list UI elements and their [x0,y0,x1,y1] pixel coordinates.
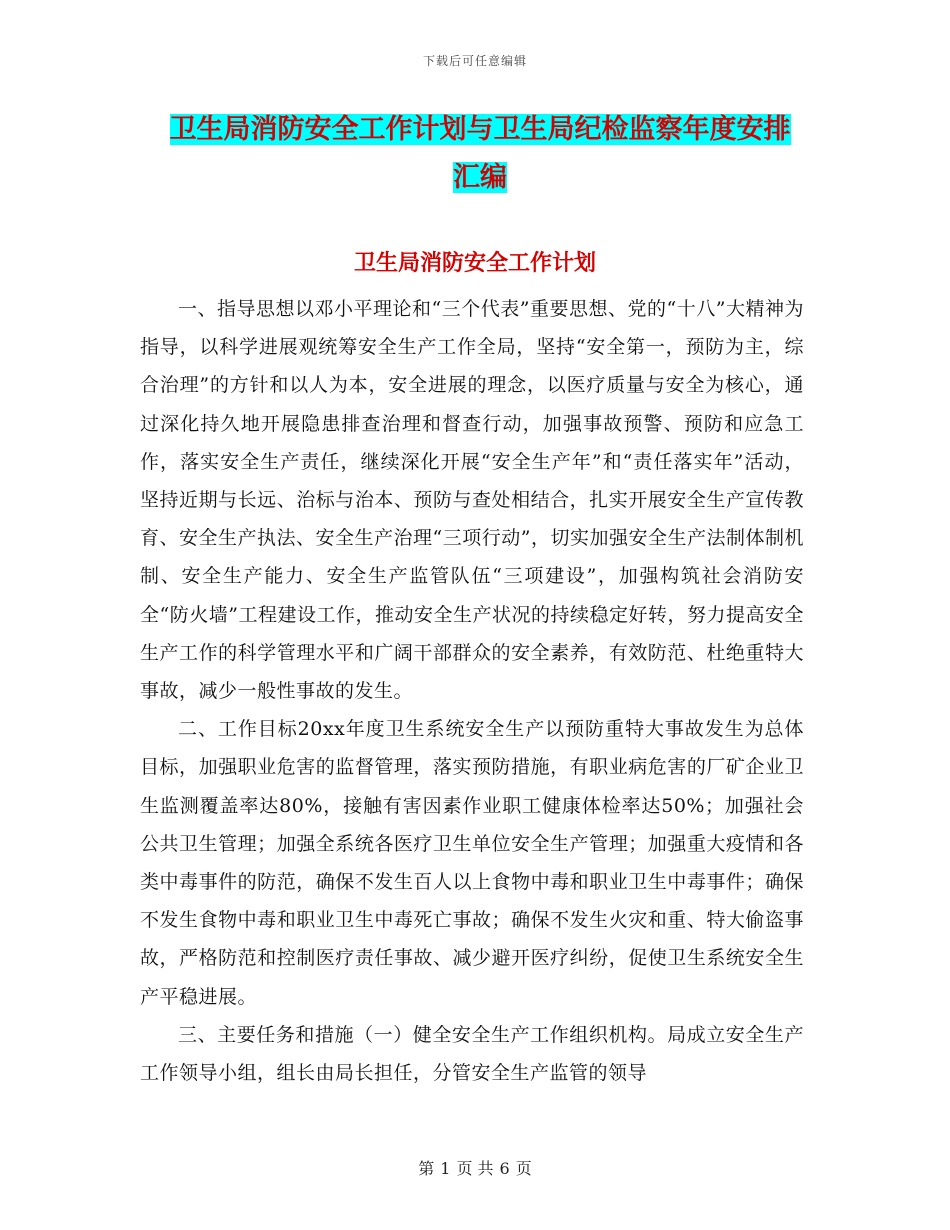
document-body [140,290,804,1092]
footer-total-pages: 6 [499,1159,510,1178]
page-footer [0,1156,950,1179]
footer-current-page: 1 [440,1159,451,1178]
document-title-line-1: 卫生局消防安全工作计划与卫生局纪检监察年度安排 [169,114,791,145]
paragraph-main-tasks: 三、主要任务和措施（一）健全安全生产工作组织机构。局成立安全生产工作领导小组，组长由局长担任，分管安全生产监管的领导 [140,1023,804,1085]
footer-suffix: 页 [515,1159,532,1178]
section-title: 卫生局消防安全工作计划 [353,251,596,276]
footer-prefix: 第 [418,1159,435,1178]
footer-middle: 页 共 [456,1159,494,1178]
document-title-line-2: 汇编 [453,162,507,193]
page-header-note: 下载后可任意编辑 [422,54,527,68]
paragraph-guiding-ideology: 一、指导思想以邓小平理论和“三个代表”重要思想、党的“十八”大精神为指导，以科学进展观统筹安全生产工作全局，坚持“安全第一，预防为主，综合治理”的方针和以人为本，安全进展的理念，以医疗质量与安全为核心，通过深化持久地开展隐患排查治理和督查行动，加强事故预警、预防和应急工作，落实安全生产责任，继续深化开展“安全生产年”和“责任落实年”活动，坚持近期与长远、治标与治本、预防与查处相结合，扎实开展安全生产宣传教育、安全生产执法、安全生产治理“三项行动”，切实加强安全生产法制体制机制、安全生产能力、安全生产监管队伍“三项建设”，加强构筑社会消防安全“防火墙”工程建设工作，推动安全生产状况的持续稳定好转，努力提高安全生产工作的科学管理水平和广阔干部群众的安全素养，有效防范、杜绝重特大事故，减少一般性事故的发生。 [140,298,804,703]
document-title [140,106,820,202]
paragraph-work-goals: 二、工作目标20xx年度卫生系统安全生产以预防重特大事故发生为总体目标，加强职业危害的监督管理，落实预防措施，有职业病危害的厂矿企业卫生监测覆盖率达80%，接触有害因素作业职工健康体检率达50%；加强社会公共卫生管理；加强全系统各医疗卫生单位安全生产管理；加强重大疫情和各类中毒事件的防范，确保不发生百人以上食物中毒和职业卫生中毒事件；确保不发生食物中毒和职业卫生中毒死亡事故；确保不发生火灾和重、特大偷盗事故，严格防范和控制医疗责任事故、减少避开医疗纠纷，促使卫生系统安全生产平稳进展。 [140,718,804,1008]
